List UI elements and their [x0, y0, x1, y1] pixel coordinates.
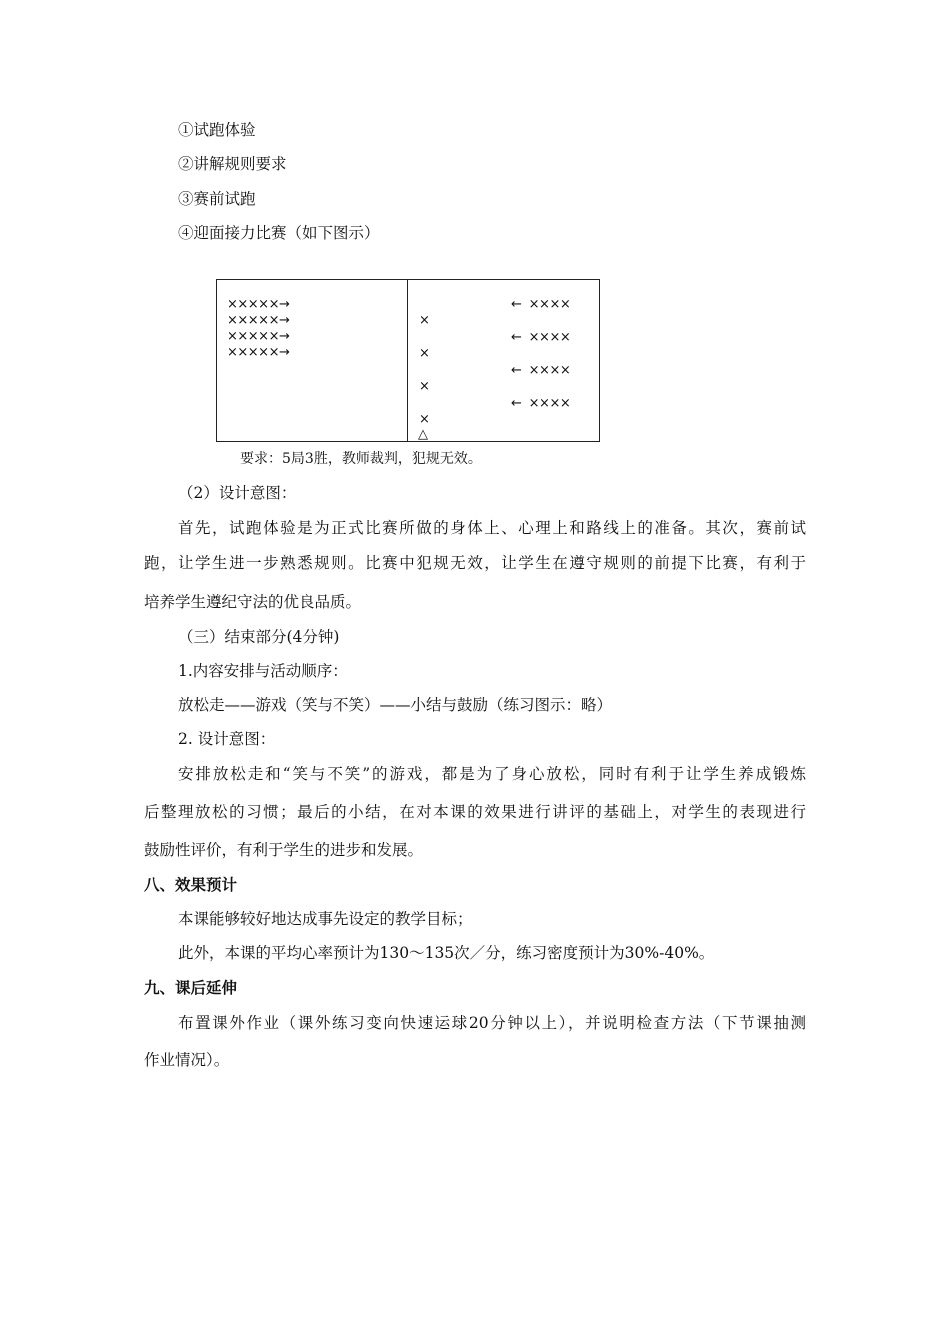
left-team-row: ×××××→ — [227, 297, 290, 312]
paragraph-line: 跑，让学生进一步熟悉规则。比赛中犯规无效，让学生在遵守规则的前提下比赛，有利于 — [144, 554, 806, 572]
paragraph-line: 本课能够较好地达成事先设定的教学目标； — [178, 910, 473, 928]
teacher-marker: △ — [418, 427, 428, 442]
middle-marker: × — [419, 379, 430, 394]
diagram-divider — [407, 280, 408, 441]
step-4: ④迎面接力比赛（如下图示） — [178, 224, 380, 242]
ending-section-heading: （三）结束部分(4分钟) — [178, 628, 340, 646]
paragraph-line: 后整理放松的习惯；最后的小结，在对本课的效果进行讲评的基础上，对学生的表现进行 — [144, 803, 806, 821]
paragraph-line: 作业情况）。 — [144, 1051, 230, 1069]
left-team-row: ×××××→ — [227, 329, 290, 344]
right-team-row: ← ×××× — [511, 297, 571, 312]
paragraph-line: 安排放松走和“笑与不笑”的游戏，都是为了身心放松，同时有利于让学生养成锻炼 — [178, 765, 806, 783]
relay-diagram — [216, 279, 600, 442]
step-1: ①试跑体验 — [178, 121, 256, 139]
right-team-row: ← ×××× — [511, 330, 571, 345]
design-intent-heading: （2）设计意图： — [178, 484, 297, 502]
right-team-row: ← ×××× — [511, 363, 571, 378]
ending-item1-heading: 1.内容安排与活动顺序： — [178, 662, 348, 680]
ending-item1-content: 放松走——游戏（笑与不笑）——小结与鼓励（练习图示：略） — [178, 696, 613, 714]
left-team-row: ×××××→ — [227, 345, 290, 360]
middle-marker: × — [419, 412, 430, 427]
paragraph-line: 此外，本课的平均心率预计为130～135次／分，练习密度预计为30%-40%。 — [178, 944, 715, 962]
step-3: ③赛前试跑 — [178, 190, 256, 208]
paragraph-line: 布置课外作业（课外练习变向快速运球20分钟以上），并说明检查方法（下节课抽测 — [178, 1014, 806, 1032]
left-team-row: ×××××→ — [227, 313, 290, 328]
section-heading: 八、效果预计 — [144, 875, 238, 894]
right-team-row: ← ×××× — [511, 396, 571, 411]
middle-marker: × — [419, 346, 430, 361]
diagram-requirement: 要求：5局3胜，教师裁判，犯规无效。 — [240, 451, 482, 467]
section-heading: 九、课后延伸 — [144, 978, 238, 997]
paragraph-line: 培养学生遵纪守法的优良品质。 — [144, 593, 362, 611]
step-2: ②讲解规则要求 — [178, 155, 287, 173]
paragraph-line: 首先，试跑体验是为正式比赛所做的身体上、心理上和路线上的准备。其次，赛前试 — [178, 519, 806, 537]
ending-item2-heading: 2. 设计意图： — [178, 730, 276, 748]
paragraph-line: 鼓励性评价，有利于学生的进步和发展。 — [144, 841, 424, 859]
middle-marker: × — [419, 313, 430, 328]
